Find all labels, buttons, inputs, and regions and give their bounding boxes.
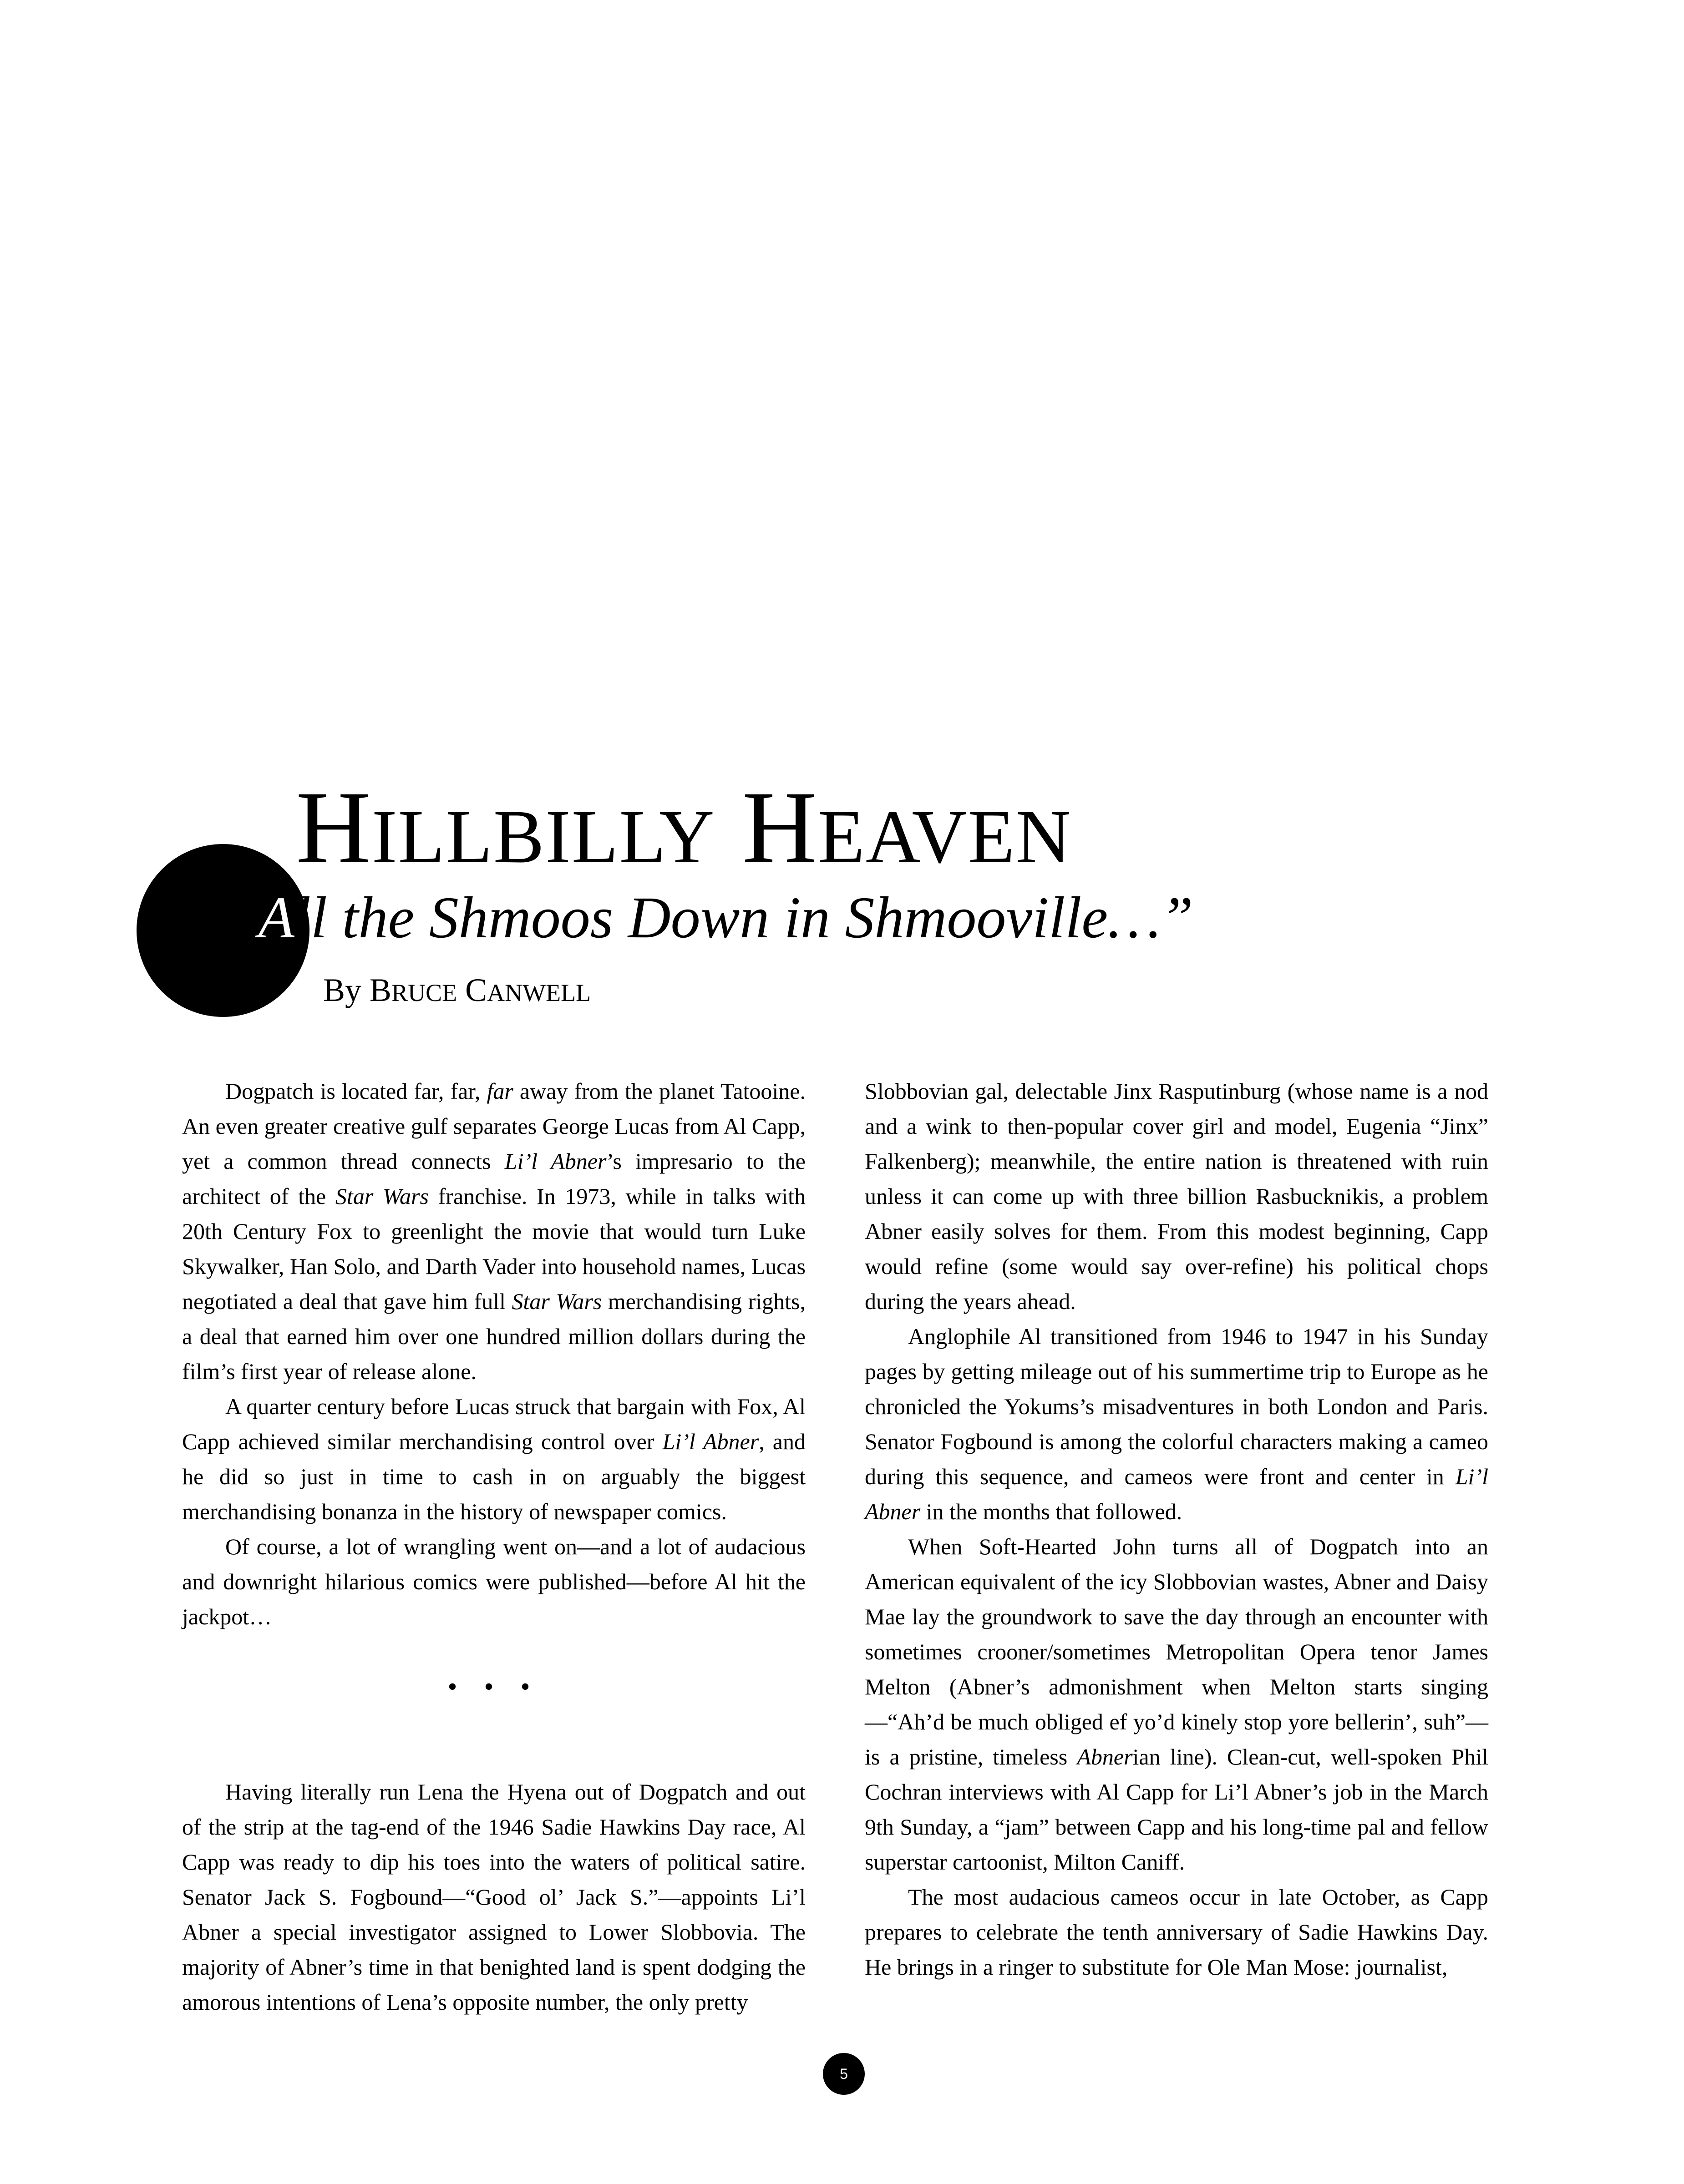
italic-run: Li’l Abner [865,1464,1488,1524]
title-space [715,770,742,885]
byline-initial-2: C [465,972,487,1008]
page-number: 5 [823,2053,865,2095]
title-initial-1: H [296,770,372,885]
paragraph: The most audacious cameos occur in late October, as Capp prepares to celebrate the tenth anniversary of Sadie Hawkins Day. He brings in a ringer to substitute for Ole Man Mose: journalist, [865,1884,1488,1980]
text-run: Dogpatch is located far, far, [225,1078,487,1104]
text-run: When Soft-Hearted John turns all of Dogpatch into an American equivalent of the icy Slobbovian wastes, Abner and Daisy Mae lay the groundwork to save the day through an encounter with sometimes crooner/sometimes Metropolitan Opera tenor James Melton (Abner’s admonishment when Melton starts singing—“Ah’d be much obliged ef yo’d kinely stop yore bellerin’, suh”—is a pristine, timeless [865,1534,1488,1769]
text-run: ’s impresario to the architect of the [182,1148,806,1209]
italic-run: Abner [1077,1744,1133,1769]
text-run: A quarter century before Lucas struck that bargain with Fox, Al Capp achieved similar merchandising control over [182,1394,806,1454]
paragraph [865,1319,1488,1529]
article-title [296,770,1072,885]
paragraph [865,1529,1488,1880]
byline-smallcaps-1: RUCE [391,979,457,1006]
left-column [182,1074,806,2020]
text-run: franchise. In 1973, while in talks with 20th Century Fox to greenlight the movie that would turn Luke Skywalker, Han Solo, and Darth Vader into household names, Lucas negotiated a deal that gave him full [182,1183,806,1314]
byline-smallcaps-2: ANWELL [487,979,591,1006]
italic-run: Li’l Abner [504,1148,607,1174]
article-subtitle [225,885,1193,950]
subtitle-initial: A [258,885,294,950]
text-run: ian line). Clean-cut, well-spoken Phil Cochran interviews with Al Capp for Li’l Abner’s job in the March 9th Sunday, a “jam” between Capp and his long-time pal and fellow superstar cartoonist, Milton Caniff. [865,1744,1489,1875]
byline-initial-1: B [370,972,392,1008]
italic-run: Star Wars [335,1183,429,1209]
title-smallcaps-1: ILLBILLY [371,794,715,879]
italic-run: Star Wars [512,1289,602,1314]
paragraph [182,1074,806,1389]
section-separator: • • • [447,1672,540,1702]
text-run: in the months that followed. [920,1499,1182,1524]
italic-run: far [487,1078,513,1104]
italic-run: Li’l Abner [662,1429,759,1454]
text-run: Anglophile Al transitioned from 1946 to 1947 in his Sunday pages by getting mileage out of his summertime trip to Europe as he chronicled the Yokums’s misadventures in both London and Paris. Senator Fogbound is among the colorful characters making a cameo during this sequence, and cameos were front and center in [865,1324,1488,1489]
subtitle-rest: ll the Shmoos Down in Shmooville…” [294,885,1193,950]
text-run: merchandising rights, a deal that earned him over one hundred million dollars during the film’s first year of release alone. [182,1289,806,1384]
byline-by: By [323,972,370,1008]
paragraph: Slobbovian gal, delectable Jinx Rasputinburg (whose name is a nod and a wink to then-popular cover girl and model, Eugenia “Jinx” Falkenberg); meanwhile, the entire nation is threatened with ruin unless it can come up with three billion Rasbucknikis, a problem Abner easily solves for them. From this modest beginning, Capp would refine (some would say over-refine) his political chops during the years ahead. [865,1078,1488,1314]
paragraph: Of course, a lot of wrangling went on—and a lot of audacious and downright hilarious comics were published—before Al hit the jackpot… [182,1534,806,1629]
subtitle-open-quote: “ [225,885,259,950]
paragraph: Having literally run Lena the Hyena out of Dogpatch and out of the strip at the tag-end of the 1946 Sadie Hawkins Day race, Al Capp was ready to dip his toes into the waters of political satire. Senator Jack S. Fogbound—“Good ol’ Jack S.”—appoints Li’l Abner a special investigator assigned to Lower Slobbovia. The majority of Abner’s time in that benighted land is spent dodging the amorous intentions of Lena’s opposite number, the only pretty [182,1779,806,2015]
text-run: away from the planet Tatooine. An even greater creative gulf separates George Lucas from Al Capp, yet a common thread connects [182,1078,806,1174]
title-smallcaps-2: EAVEN [818,794,1072,879]
paragraph [182,1389,806,1529]
right-column [865,1074,1488,1985]
byline [323,974,591,1006]
title-initial-2: H [742,770,818,885]
text-run: , and he did so just in time to cash in on arguably the biggest merchandising bonanza in the history of newspaper comics. [182,1429,806,1524]
